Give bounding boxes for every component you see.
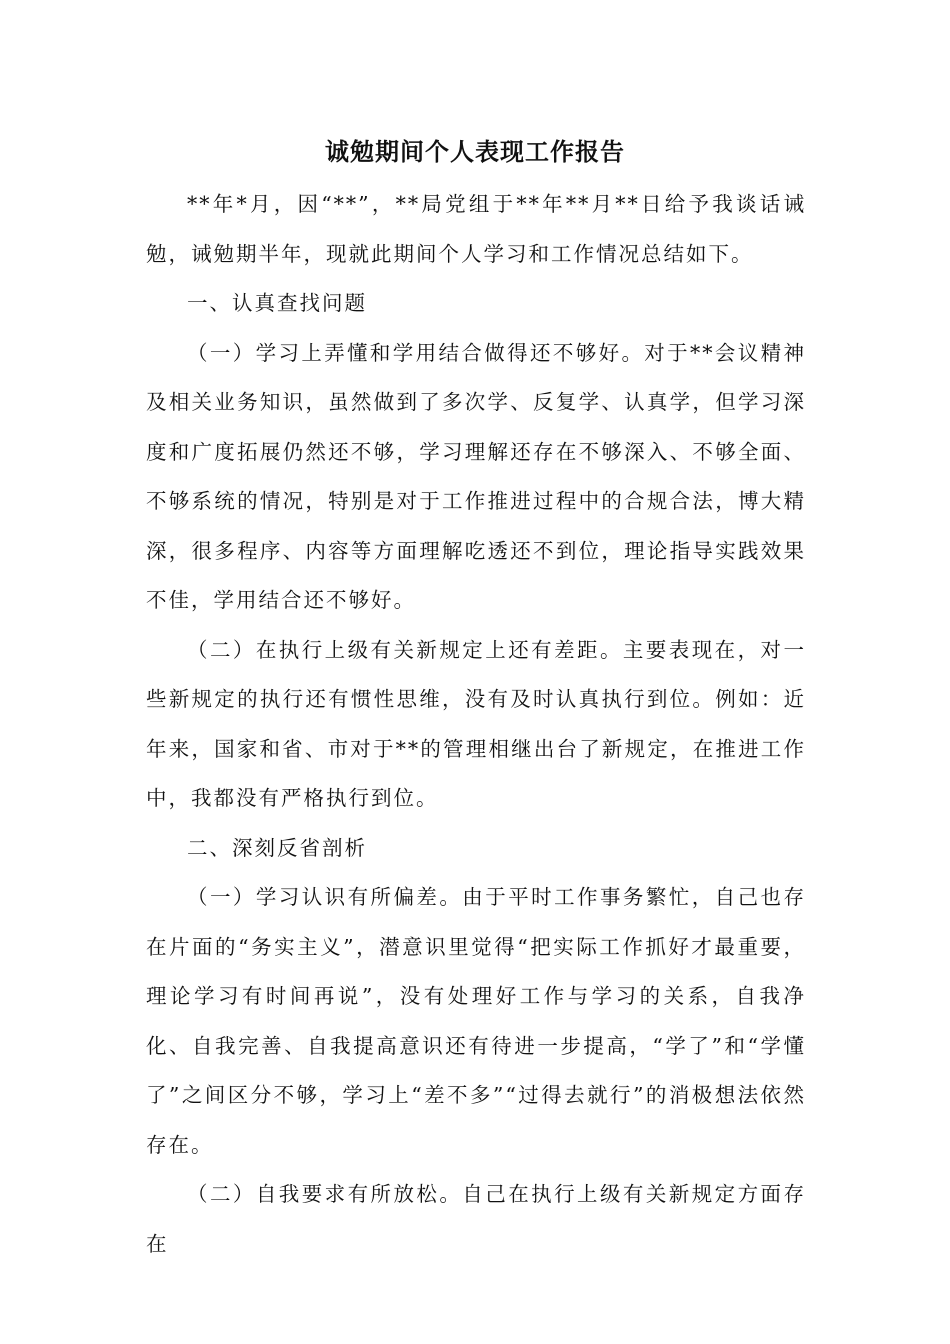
section-heading-2: 二、深刻反省剖析: [187, 835, 367, 860]
paragraph-2-2: （二）自我要求有所放松。自己在执行上级有关新规定方面存在: [146, 1182, 806, 1256]
paragraph-intro: **年*月，因“**”，**局党组于**年**月**日给予我谈话诫勉，诫勉期半年，现就此期间个人学习和工作情况总结如下。: [146, 192, 806, 266]
paragraph-2-1: （一）学习认识有所偏差。由于平时工作事务繁忙，自己也存在片面的“务实主义”，潜意识里觉得“把实际工作抓好才最重要，理论学习有时间再说”，没有处理好工作与学习的关系，自我净化、自我完善、自我提高意识还有待进一步提高，“学了”和“学懂了”之间区分不够，学习上“差不多”“过得去就行”的消极想法依然存在。: [146, 885, 806, 1157]
paragraph-1-2: （二）在执行上级有关新规定上还有差距。主要表现在，对一些新规定的执行还有惯性思维，没有及时认真执行到位。例如：近年来，国家和省、市对于**的管理相继出台了新规定，在推进工作中，我都没有严格执行到位。: [146, 637, 806, 810]
section-heading-1: 一、认真查找问题: [187, 291, 367, 315]
document-body: [146, 180, 806, 1269]
paragraph-1-1: （一）学习上弄懂和学用结合做得还不够好。对于**会议精神及相关业务知识，虽然做到了多次学、反复学、认真学，但学习深度和广度拓展仍然还不够，学习理解还存在不够深入、不够全面、不够系统的情况，特别是对于工作推进过程中的合规合法，博大精深，很多程序、内容等方面理解吃透还不到位，理论指导实践效果不佳，学用结合还不够好。: [146, 340, 806, 612]
document-title: 诚勉期间个人表现工作报告: [325, 137, 625, 166]
